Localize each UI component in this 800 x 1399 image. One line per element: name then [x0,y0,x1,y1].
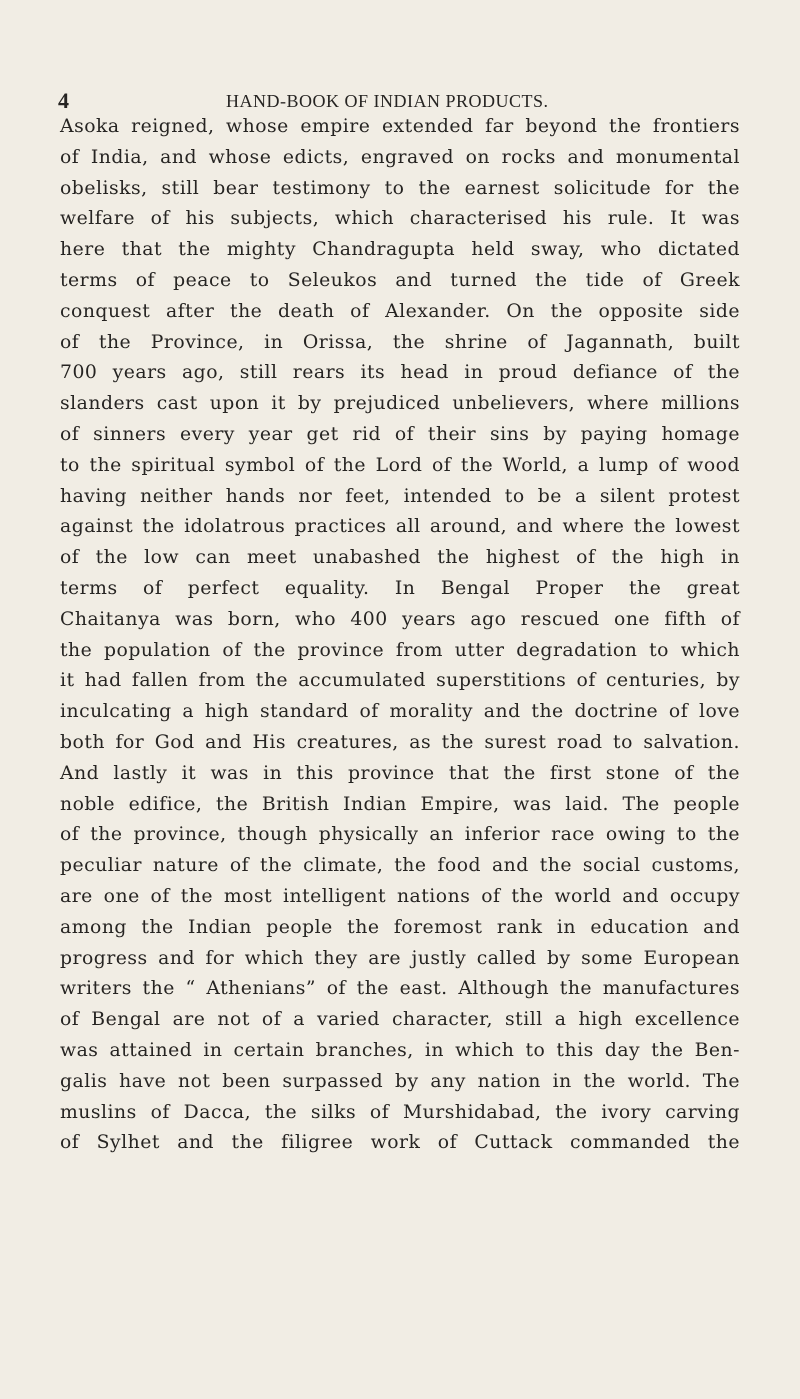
text-line: conquest after the death of Alexander. On the opposite side [60,300,740,322]
text-line: to the spiritual symbol of the Lord of the World, a lump of wood [60,454,740,476]
text-line: peculiar nature of the climate, the food and the social customs, [60,855,740,877]
text-line: of Bengal are not of a varied character, still a high excellence [60,1009,740,1031]
text-line: slanders cast upon it by prejudiced unbelievers, where millions [60,393,740,415]
text-line: progress and for which they are justly called by some European [60,947,740,969]
text-line: of Sylhet and the filigree work of Cuttack commanded the [60,1132,740,1154]
text-line: terms of peace to Seleukos and turned the tide of Greek [60,269,740,291]
text-line: of sinners every year get rid of their sins by paying homage [60,423,740,445]
text-line: among the Indian people the foremost rank in education and [60,916,740,938]
text-line: it had fallen from the accumulated superstitions of centuries, by [60,670,740,692]
text-line: 700 years ago, still rears its head in proud defiance of the [60,362,740,384]
text-line: of the low can meet unabashed the highest of the high in [60,547,740,569]
text-line: of the Province, in Orissa, the shrine of Jagannath, built [60,331,740,353]
text-line: of India, and whose edicts, engraved on rocks and monumental [60,146,740,168]
text-line: are one of the most intelligent nations of the world and occupy [60,885,740,907]
text-line: here that the mighty Chandragupta held sway, who dictated [60,239,740,261]
text-line: Asoka reigned, whose empire extended far beyond the frontiers [60,116,740,137]
text-line: And lastly it was in this province that the first stone of the [60,762,740,784]
text-line: muslins of Dacca, the silks of Murshidabad, the ivory carving [60,1101,740,1123]
text-line: welfare of his subjects, which characterised his rule. It was [60,208,740,230]
text-line: the population of the province from utter degradation to which [60,639,740,661]
text-line: against the idolatrous practices all around, and where the lowest [60,516,740,538]
text-line: having neither hands nor feet, intended to be a silent protest [60,485,740,507]
text-line: was attained in certain branches, in which to this day the Ben- [60,1039,740,1061]
text-line: terms of perfect equality. In Bengal Proper the great [60,577,740,599]
text-line: obelisks, still bear testimony to the earnest solicitude for the [60,177,740,199]
text-line: both for God and His creatures, as the surest road to salvation. [60,731,740,753]
text-line: noble edifice, the British Indian Empire, was laid. The people [60,793,740,815]
text-line: Chaitanya was born, who 400 years ago rescued one fifth of [60,608,740,630]
text-line: writers the “ Athenians” of the east. Although the manufactures [60,978,740,1000]
page-number: 4 [58,88,69,113]
text-line: of the province, though physically an inferior race owing to the [60,824,740,846]
running-head: HAND-BOOK OF INDIAN PRODUCTS. [226,91,549,111]
text-line: galis have not been surpassed by any nation in the world. The [60,1070,740,1092]
body-paragraph [60,112,740,1159]
text-line: inculcating a high standard of morality and the doctrine of love [60,701,740,723]
